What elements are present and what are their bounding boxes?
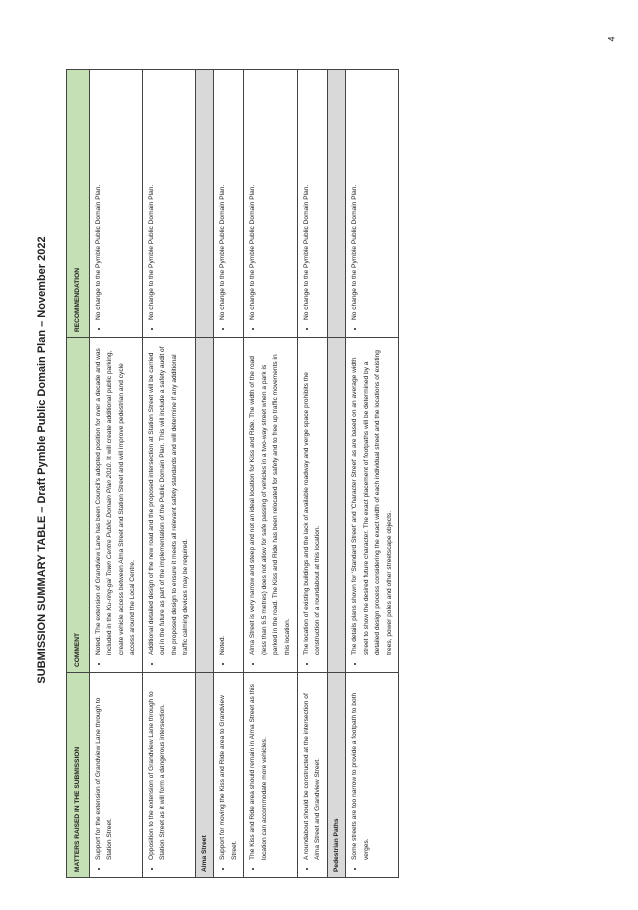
- table-header-row: [67, 70, 90, 878]
- table-row: [214, 70, 244, 878]
- header-recommendation: RECOMMENDATION: [67, 70, 90, 338]
- comment-cell: • Noted. The extension of Grandview Lane has been Council's adopted position for over a decade and was included in the Ku-ring-gai Town Centre Public Domain Plan 2010. It will create additional public parking, create vehicle access between Alma Street and Station Street and will improve pedestrian and cycle access around the Local Centre.: [89, 338, 142, 673]
- recommendation-cell: • No change to the Pymble Public Domain Plan.: [214, 70, 244, 338]
- recommendation-cell: • No change to the Pymble Public Domain Plan.: [142, 70, 195, 338]
- table-row: [297, 70, 327, 878]
- comment-cell: • Noted.: [214, 338, 244, 673]
- recommendation-cell: • No change to the Pymble Public Domain Plan.: [244, 70, 297, 338]
- page-number: 4: [606, 36, 617, 42]
- matter-cell: • Support for moving the Kiss and Ride area to Grandview Street.: [214, 673, 244, 878]
- table-row: [142, 70, 195, 878]
- matter-cell: • A roundabout should be constructed at the intersection of Alma Street and Grandview Street.: [297, 673, 327, 878]
- matter-cell: • Support for the extension of Grandview Lane through to Station Street.: [89, 673, 142, 878]
- recommendation-cell: • No change to the Pymble Public Domain Plan.: [297, 70, 327, 338]
- section-heading: Pedestrian Paths: [327, 673, 346, 878]
- section-row-alma-street: [195, 70, 214, 878]
- comment-cell: • The location of existing buildings and the lack of available roadway and verge space prohibits the construction of a roundabout at this location.: [297, 338, 327, 673]
- comment-cell: • Additional detailed design of the new road and the proposed intersection at Station Street will be carried out in the future as part of the implementation of the Public Domain Plan. This will include a safety audit of the proposed design to ensure it meets all relevant safety standards and will determine if any additional traffic calming devices may be required.: [142, 338, 195, 673]
- header-comment: COMMENT: [67, 338, 90, 673]
- table-row: [346, 70, 399, 878]
- matter-cell: • The Kiss and Ride area should remain in Alma Street as this location can accommodate more vehicles.: [244, 673, 297, 878]
- page-title: SUBMISSION SUMMARY TABLE – Draft Pymble Public Domain Plan – November 2022: [36, 236, 48, 684]
- summary-table-container: [66, 70, 576, 878]
- section-heading: Alma Street: [195, 673, 214, 878]
- summary-table: [66, 69, 399, 878]
- comment-cell: • The details plans shown for 'Standard Street' and 'Character Street' as are based on an average width street to show the desired future character. The exact placement of footpaths will be determined by a detailed design process considering the exact width of each individual street and the locations of existing trees, power poles and other streetscape objects.: [346, 338, 399, 673]
- matter-cell: • Opposition to the extension of Grandview Lane through to Station Street as it will form a dangerous intersection.: [142, 673, 195, 878]
- table-row: [244, 70, 297, 878]
- section-row-pedestrian-paths: [327, 70, 346, 878]
- header-matters: MATTERS RAISED IN THE SUBMISSION: [67, 673, 90, 878]
- recommendation-cell: • No change to the Pymble Public Domain Plan.: [89, 70, 142, 338]
- comment-cell: • Alma Street is very narrow and steep and not an ideal location for Kiss and Ride. The width of the road (less than 6.5 metres) does not allow for safe passing of vehicles in a two-way street when a park is parked in the road. The Kiss and Ride has been relocated for safety and to free up traffic movements in this location.: [244, 338, 297, 673]
- table-row: [89, 70, 142, 878]
- recommendation-cell: • No change to the Pymble Public Domain Plan.: [346, 70, 399, 338]
- matter-cell: • Some streets are too narrow to provide a footpath to both verges.: [346, 673, 399, 878]
